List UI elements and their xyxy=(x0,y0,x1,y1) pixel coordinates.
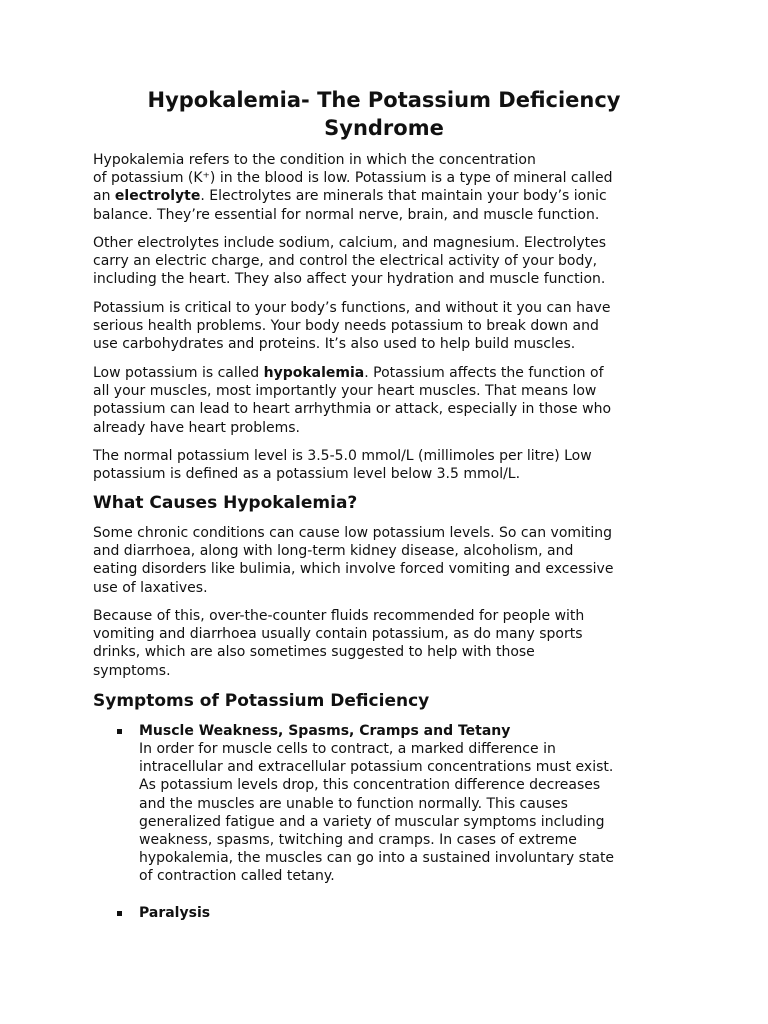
causes-heading: What Causes Hypokalemia? xyxy=(93,493,358,513)
low-line-3: potassium can lead to heart arrhythmia or attack, especially in those who xyxy=(93,401,612,418)
electrolytes-line-1: Other electrolytes include sodium, calcium, and magnesium. Electrolytes xyxy=(93,235,607,251)
symptom-line: hypokalemia, the muscles can go into a sustained involuntary state xyxy=(139,850,615,867)
normal-line-2: potassium is defined as a potassium level below 3.5 mmol/L. xyxy=(93,466,521,483)
causes-line-4: use of laxatives. xyxy=(93,579,208,596)
low-line-1 xyxy=(93,364,683,382)
fluids-line-3: drinks, which are also sometimes suggested to help with those xyxy=(93,644,535,661)
electrolytes-paragraph xyxy=(93,234,683,289)
hypokalemia-term: hypokalemia xyxy=(263,365,365,381)
intro-line-3-pre: an xyxy=(93,188,115,205)
document-title xyxy=(100,86,668,142)
normal-level-paragraph xyxy=(93,447,683,483)
electrolyte-term: electrolyte xyxy=(114,188,201,205)
low-line-1-pre: Low potassium is called xyxy=(93,365,264,381)
symptom-line: generalized fatigue and a variety of muscular symptoms including xyxy=(139,813,605,830)
symptom-line: weakness, spasms, twitching and cramps. In cases of extreme xyxy=(139,832,577,849)
critical-line-3: use carbohydrates and proteins. It’s also used to help build muscles. xyxy=(93,336,576,353)
symptoms-heading: Symptoms of Potassium Deficiency xyxy=(93,691,430,711)
critical-paragraph xyxy=(93,299,683,354)
critical-line-1: Potassium is critical to your body’s functions, and without it you can have xyxy=(93,300,611,316)
intro-paragraph xyxy=(93,151,683,224)
critical-line-2: serious health problems. Your body needs potassium to break down and xyxy=(93,318,599,335)
symptom-line: intracellular and extracellular potassium concentrations must exist. xyxy=(139,759,614,776)
fluids-paragraph xyxy=(93,607,683,680)
symptom-title: Paralysis xyxy=(139,905,211,921)
low-potassium-paragraph xyxy=(93,364,683,437)
electrolytes-line-2: carry an electric charge, and control the electrical activity of your body, xyxy=(93,253,598,270)
normal-line-1: The normal potassium level is 3.5-5.0 mmol/L (millimoles per litre) Low xyxy=(93,448,592,464)
symptom-line: and the muscles are unable to function normally. This causes xyxy=(139,795,568,812)
bullet-square-icon xyxy=(117,911,122,916)
intro-line-3 xyxy=(93,187,683,205)
symptom-title: Muscle Weakness, Spasms, Cramps and Tetany xyxy=(139,723,511,739)
symptom-line: As potassium levels drop, this concentration difference decreases xyxy=(139,777,601,794)
title-line-2: Syndrome xyxy=(324,116,444,140)
low-line-4: already have heart problems. xyxy=(93,419,300,436)
intro-line-3-post: . Electrolytes are minerals that maintain your body’s ionic xyxy=(200,188,607,205)
symptom-line: In order for muscle cells to contract, a marked difference in xyxy=(139,741,556,757)
intro-line-1: Hypokalemia refers to the condition in which the concentration xyxy=(93,152,536,168)
fluids-line-1: Because of this, over-the-counter fluids recommended for people with xyxy=(93,608,585,624)
low-line-1-post: . Potassium affects the function of xyxy=(364,365,604,381)
fluids-line-2: vomiting and diarrhoea usually contain potassium, as do many sports xyxy=(93,626,583,643)
electrolytes-line-3: including the heart. They also affect your hydration and muscle function. xyxy=(93,271,606,288)
intro-line-4: balance. They’re essential for normal nerve, brain, and muscle function. xyxy=(93,206,600,223)
title-line-1: Hypokalemia- The Potassium Deficiency xyxy=(147,88,621,112)
intro-line-2: of potassium (K⁺) in the blood is low. Potassium is a type of mineral called xyxy=(93,170,613,187)
causes-paragraph xyxy=(93,524,683,597)
symptom-description xyxy=(139,740,614,886)
causes-line-3: eating disorders like bulimia, which involve forced vomiting and excessive xyxy=(93,561,614,578)
low-line-2: all your muscles, most importantly your heart muscles. That means low xyxy=(93,383,597,400)
causes-line-1: Some chronic conditions can cause low potassium levels. So can vomiting xyxy=(93,525,613,541)
causes-line-2: and diarrhoea, along with long-term kidney disease, alcoholism, and xyxy=(93,543,574,560)
bullet-square-icon xyxy=(117,729,122,734)
symptom-line: of contraction called tetany. xyxy=(139,868,335,885)
fluids-line-4: symptoms. xyxy=(93,662,171,679)
